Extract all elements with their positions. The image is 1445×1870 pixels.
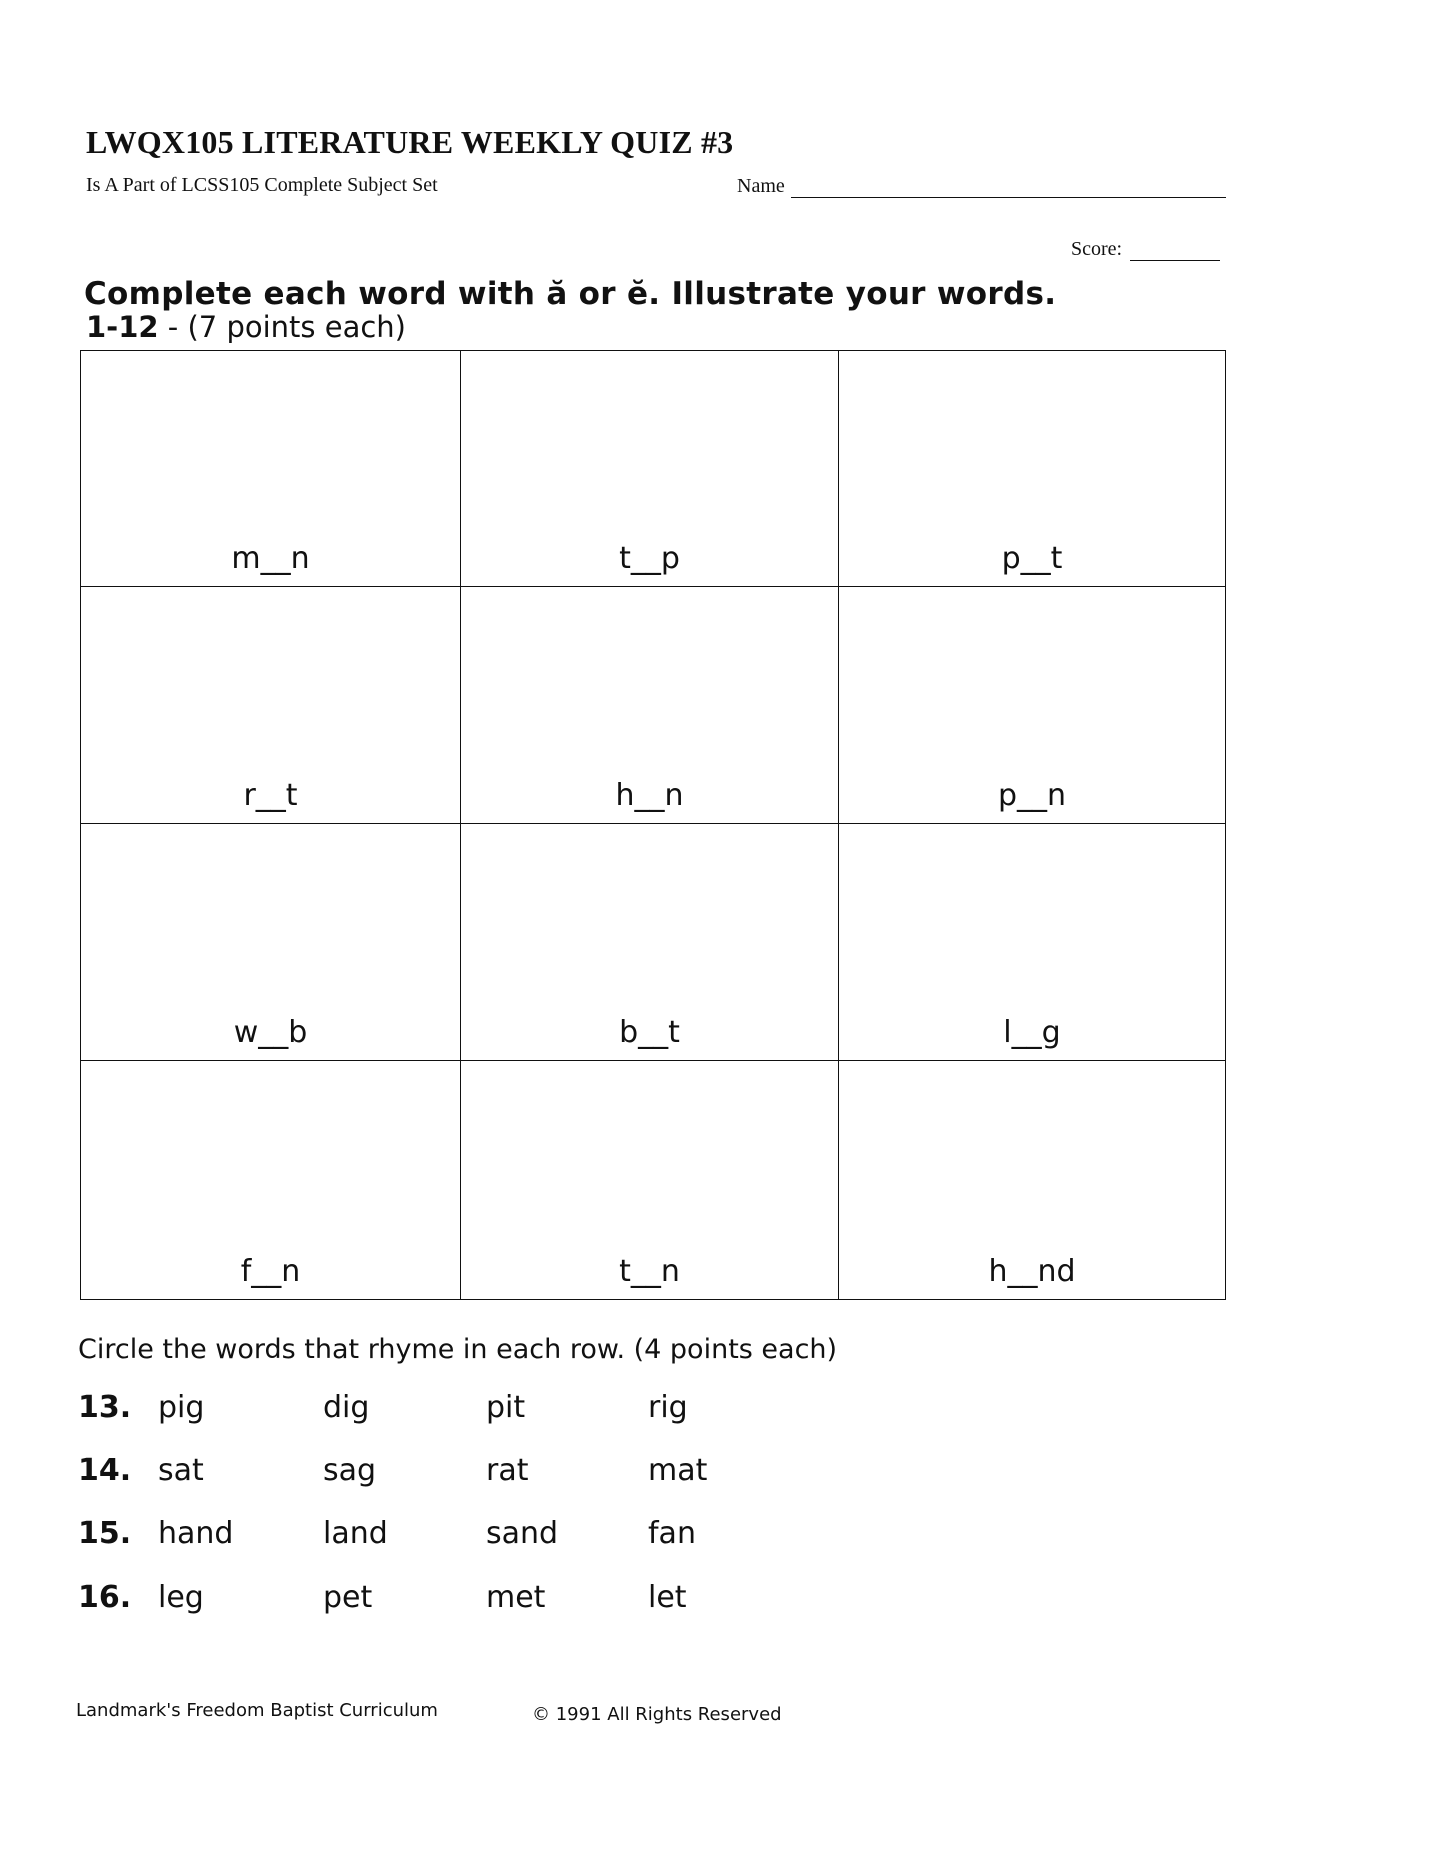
word-cell[interactable] [839,1061,1225,1299]
word-label: h__n [615,778,684,813]
word-label: m__n [231,541,310,576]
word-label: l__g [1003,1015,1061,1050]
rhyme-word[interactable]: land [323,1516,388,1551]
rhyme-word[interactable]: pig [158,1390,205,1425]
rhyme-word[interactable]: rat [486,1453,529,1488]
section1-instruction: Complete each word with ă or ĕ. Illustrate your words. [84,276,1057,312]
word-label: t__p [619,541,680,576]
question-number: 16. [78,1580,132,1615]
score-field[interactable] [1130,238,1220,261]
word-cell[interactable] [81,351,461,587]
rhyme-word[interactable]: sat [158,1453,204,1488]
points-range: 1-12 [86,310,159,344]
rhyme-word[interactable]: leg [158,1580,204,1615]
word-label: t__n [619,1254,680,1289]
points-text: - (7 points each) [158,310,406,344]
name-row [737,175,1226,198]
word-cell[interactable] [461,587,839,824]
rhyme-word[interactable]: pit [486,1390,526,1425]
quiz-title: LWQX105 LITERATURE WEEKLY QUIZ #3 [86,124,734,160]
rhyme-word[interactable]: dig [323,1390,370,1425]
footer-copyright: © 1991 All Rights Reserved [532,1704,782,1725]
footer-publisher: Landmark's Freedom Baptist Curriculum [76,1700,438,1721]
rhyme-word[interactable]: pet [323,1580,373,1615]
section1-points [86,310,406,344]
question-number: 14. [78,1453,132,1488]
word-label: h__nd [988,1254,1076,1289]
word-cell[interactable] [461,351,839,587]
score-label: Score: [1071,238,1123,260]
word-cell[interactable] [81,824,461,1061]
rhyme-word[interactable]: sag [323,1453,377,1488]
name-label: Name [737,175,785,197]
rhyme-word[interactable]: rig [648,1390,688,1425]
word-label: w__b [233,1015,308,1050]
question-number: 13. [78,1390,132,1425]
rhyme-word[interactable]: fan [648,1516,696,1551]
section2-instruction: Circle the words that rhyme in each row. (4 points each) [78,1334,838,1365]
rhyme-word[interactable]: let [648,1580,687,1615]
rhyme-word[interactable]: hand [158,1516,234,1551]
word-cell[interactable] [461,1061,839,1299]
word-cell[interactable] [81,587,461,824]
word-cell[interactable] [839,587,1225,824]
quiz-subtitle: Is A Part of LCSS105 Complete Subject Set [86,174,438,196]
word-label: f__n [240,1254,301,1289]
word-label: r__t [243,778,298,813]
word-cell[interactable] [461,824,839,1061]
rhyme-word[interactable]: mat [648,1453,708,1488]
word-label: p__n [997,778,1067,813]
rhyme-word[interactable]: sand [486,1516,559,1551]
rhyme-word[interactable]: met [486,1580,546,1615]
word-cell[interactable] [839,351,1225,587]
word-label: b__t [619,1015,680,1050]
name-field[interactable] [791,175,1226,198]
word-label: p__t [1001,541,1063,576]
score-row [1071,238,1220,261]
word-cell[interactable] [839,824,1225,1061]
question-number: 15. [78,1516,132,1551]
word-cell[interactable] [81,1061,461,1299]
illustration-grid [80,350,1226,1300]
